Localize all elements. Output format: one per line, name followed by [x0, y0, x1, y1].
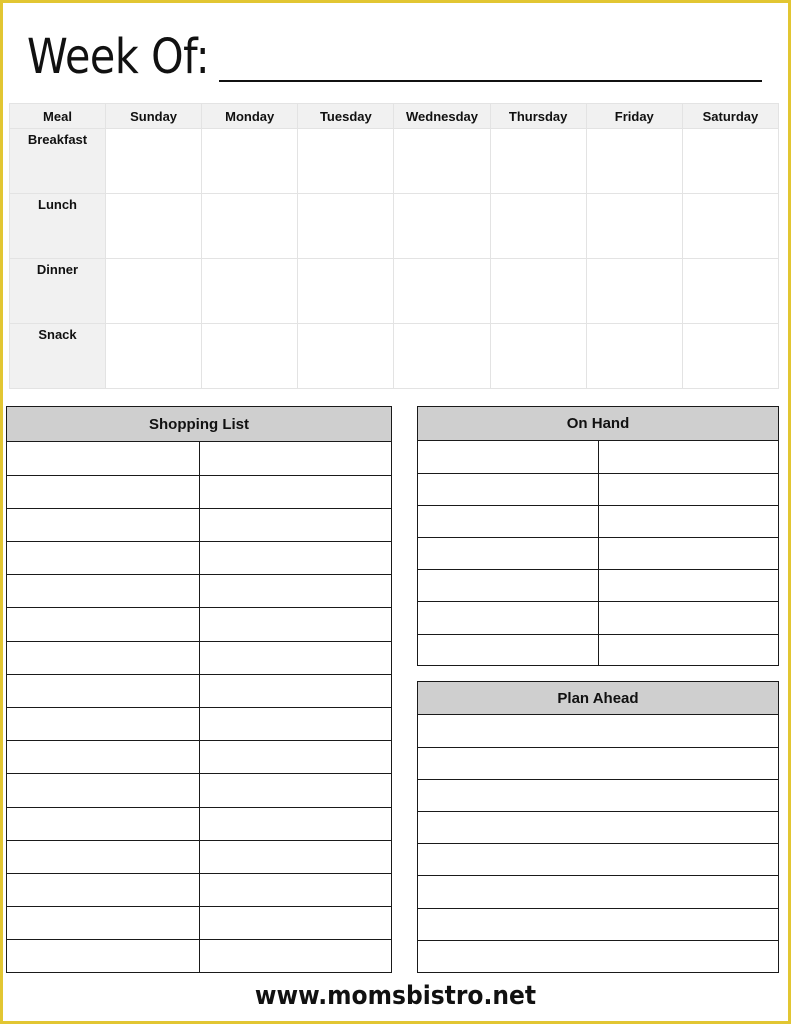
plan-ahead-row: [418, 715, 778, 747]
shopping-list-row: [7, 608, 391, 641]
footer-website-url: www.momsbistro.net: [254, 981, 537, 1011]
shopping-list-row-cell[interactable]: [199, 774, 391, 807]
plan-ahead-row: [418, 779, 778, 811]
day-header-friday: Friday: [586, 104, 682, 129]
plan-ahead-row: [418, 812, 778, 844]
plan-ahead-row-cell[interactable]: [418, 876, 778, 908]
shopping-list-row-cell[interactable]: [7, 807, 199, 840]
shopping-list-row-cell[interactable]: [7, 708, 199, 741]
shopping-list-row-cell[interactable]: [7, 907, 199, 940]
meal-cell[interactable]: [298, 324, 394, 389]
shopping-list-row: [7, 774, 391, 807]
shopping-list-title: Shopping List: [7, 407, 391, 442]
meal-cell[interactable]: [106, 194, 202, 259]
plan-ahead-row-cell[interactable]: [418, 908, 778, 940]
meal-cell[interactable]: [586, 129, 682, 194]
shopping-list-row-cell[interactable]: [7, 873, 199, 906]
shopping-list-row-cell[interactable]: [7, 774, 199, 807]
shopping-list-row: [7, 475, 391, 508]
shopping-list-row: [7, 873, 391, 906]
shopping-list-row-cell[interactable]: [199, 442, 391, 475]
shopping-list-body: [7, 442, 391, 973]
shopping-list-row-cell[interactable]: [199, 807, 391, 840]
meal-cell[interactable]: [682, 194, 778, 259]
shopping-list-row-cell[interactable]: [7, 674, 199, 707]
on-hand-row-cell[interactable]: [598, 538, 778, 570]
on-hand-row: [418, 634, 778, 666]
on-hand-row-cell[interactable]: [598, 473, 778, 505]
plan-ahead-row: [418, 876, 778, 908]
plan-ahead-lines: [418, 715, 778, 973]
meal-cell[interactable]: [586, 194, 682, 259]
on-hand-row-cell[interactable]: [418, 602, 598, 634]
shopping-list-row-cell[interactable]: [199, 575, 391, 608]
shopping-list-row-cell[interactable]: [7, 542, 199, 575]
meal-cell[interactable]: [106, 259, 202, 324]
meal-cell[interactable]: [298, 129, 394, 194]
shopping-list-row-cell[interactable]: [7, 940, 199, 973]
shopping-list-row-cell[interactable]: [7, 575, 199, 608]
shopping-list-box: [6, 406, 392, 973]
on-hand-row: [418, 441, 778, 473]
shopping-list-row: [7, 641, 391, 674]
on-hand-row: [418, 505, 778, 537]
meal-cell[interactable]: [682, 259, 778, 324]
shopping-list-row: [7, 840, 391, 873]
meal-row-snack: [10, 324, 779, 389]
plan-ahead-row: [418, 747, 778, 779]
day-header-sunday: Sunday: [106, 104, 202, 129]
shopping-list-row-cell[interactable]: [199, 741, 391, 774]
meal-cell[interactable]: [202, 259, 298, 324]
shopping-list-row: [7, 940, 391, 973]
on-hand-lines: [418, 441, 778, 666]
day-header-monday: Monday: [202, 104, 298, 129]
on-hand-row-cell[interactable]: [598, 441, 778, 473]
meal-cell[interactable]: [298, 259, 394, 324]
shopping-list-row-cell[interactable]: [199, 508, 391, 541]
shopping-list-row: [7, 741, 391, 774]
shopping-list-row: [7, 708, 391, 741]
meal-cell[interactable]: [394, 259, 490, 324]
shopping-list-row-cell[interactable]: [7, 508, 199, 541]
on-hand-box: [417, 406, 779, 666]
plan-ahead-row-cell[interactable]: [418, 747, 778, 779]
meal-cell[interactable]: [586, 324, 682, 389]
day-header-saturday: Saturday: [682, 104, 778, 129]
on-hand-row: [418, 570, 778, 602]
meal-cell[interactable]: [682, 324, 778, 389]
shopping-list-row-cell[interactable]: [199, 542, 391, 575]
on-hand-row-cell[interactable]: [598, 570, 778, 602]
meal-column-header: Meal: [10, 104, 106, 129]
plan-ahead-box: [417, 681, 779, 973]
meal-label-lunch: Lunch: [10, 194, 106, 259]
on-hand-row-cell[interactable]: [418, 505, 598, 537]
plan-ahead-row-cell[interactable]: [418, 779, 778, 811]
shopping-list-row: [7, 542, 391, 575]
meal-row-breakfast: [10, 129, 779, 194]
plan-ahead-row-cell[interactable]: [418, 844, 778, 876]
meal-cell[interactable]: [202, 324, 298, 389]
shopping-list-row-cell[interactable]: [7, 741, 199, 774]
meal-cell[interactable]: [106, 324, 202, 389]
on-hand-body: [418, 441, 778, 666]
shopping-list-row: [7, 907, 391, 940]
shopping-list-row-cell[interactable]: [7, 475, 199, 508]
week-of-write-line[interactable]: [219, 80, 762, 82]
plan-ahead-title: Plan Ahead: [418, 682, 778, 715]
on-hand-row-cell[interactable]: [598, 634, 778, 666]
day-header-tuesday: Tuesday: [298, 104, 394, 129]
plan-ahead-row-cell[interactable]: [418, 812, 778, 844]
meal-label-snack: Snack: [10, 324, 106, 389]
shopping-list-row-cell[interactable]: [199, 940, 391, 973]
meal-grid-header-row: [10, 104, 779, 129]
meal-cell[interactable]: [490, 324, 586, 389]
meal-label-breakfast: Breakfast: [10, 129, 106, 194]
meal-cell[interactable]: [490, 129, 586, 194]
meal-label-dinner: Dinner: [10, 259, 106, 324]
shopping-list-row-cell[interactable]: [199, 873, 391, 906]
meal-cell[interactable]: [394, 129, 490, 194]
shopping-list-row-cell[interactable]: [199, 475, 391, 508]
meal-row-lunch: [10, 194, 779, 259]
shopping-list-row-cell[interactable]: [7, 840, 199, 873]
on-hand-row-cell[interactable]: [418, 473, 598, 505]
shopping-list-row-cell[interactable]: [199, 608, 391, 641]
meal-plan-grid: [9, 103, 779, 389]
week-of-label: Week Of:: [27, 29, 210, 85]
on-hand-row: [418, 602, 778, 634]
meal-cell[interactable]: [106, 129, 202, 194]
on-hand-row-cell[interactable]: [418, 570, 598, 602]
shopping-list-row: [7, 575, 391, 608]
on-hand-row-cell[interactable]: [598, 602, 778, 634]
shopping-list-lines: [7, 442, 391, 973]
on-hand-title: On Hand: [418, 407, 778, 441]
meal-cell[interactable]: [202, 194, 298, 259]
meal-cell[interactable]: [394, 324, 490, 389]
day-header-wednesday: Wednesday: [394, 104, 490, 129]
meal-cell[interactable]: [394, 194, 490, 259]
meal-cell[interactable]: [490, 259, 586, 324]
shopping-list-row-cell[interactable]: [199, 840, 391, 873]
on-hand-row-cell[interactable]: [418, 634, 598, 666]
shopping-list-row-cell[interactable]: [199, 641, 391, 674]
meal-cell[interactable]: [490, 194, 586, 259]
on-hand-row-cell[interactable]: [598, 505, 778, 537]
on-hand-row: [418, 473, 778, 505]
shopping-list-row: [7, 508, 391, 541]
plan-ahead-row-cell[interactable]: [418, 940, 778, 972]
shopping-list-row-cell[interactable]: [7, 442, 199, 475]
shopping-list-row-cell[interactable]: [7, 608, 199, 641]
shopping-list-row-cell[interactable]: [199, 674, 391, 707]
shopping-list-row-cell[interactable]: [199, 907, 391, 940]
shopping-list-row-cell[interactable]: [7, 641, 199, 674]
plan-ahead-row: [418, 940, 778, 972]
meal-cell[interactable]: [202, 129, 298, 194]
plan-ahead-row: [418, 844, 778, 876]
meal-row-dinner: [10, 259, 779, 324]
meal-cell[interactable]: [298, 194, 394, 259]
plan-ahead-body: [418, 715, 778, 973]
plan-ahead-row-cell[interactable]: [418, 715, 778, 747]
shopping-list-row: [7, 442, 391, 475]
plan-ahead-row: [418, 908, 778, 940]
on-hand-row-cell[interactable]: [418, 538, 598, 570]
shopping-list-row: [7, 807, 391, 840]
shopping-list-row: [7, 674, 391, 707]
shopping-list-row-cell[interactable]: [199, 708, 391, 741]
meal-cell[interactable]: [586, 259, 682, 324]
day-header-thursday: Thursday: [490, 104, 586, 129]
on-hand-row-cell[interactable]: [418, 441, 598, 473]
on-hand-row: [418, 538, 778, 570]
meal-cell[interactable]: [682, 129, 778, 194]
